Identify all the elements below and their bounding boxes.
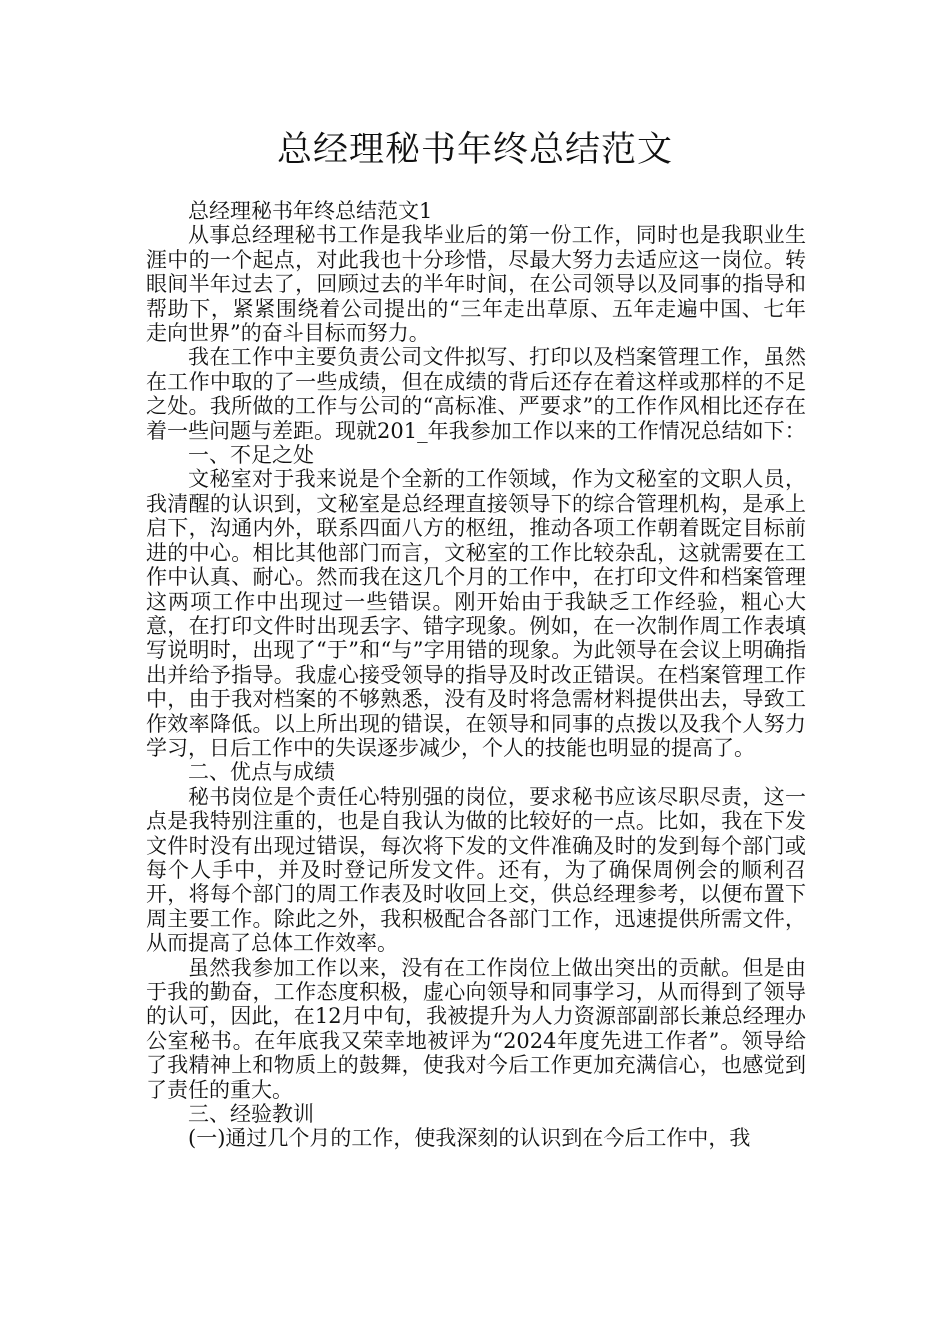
document-body (146, 199, 806, 1151)
document-title: 总经理秘书年终总结范文 (276, 130, 673, 170)
paragraph: 文秘室对于我来说是个全新的工作领域，作为文秘室的文职人员，我清醒的认识到，文秘室是总经理直接领导下的综合管理机构，是承上启下，沟通内外，联系四面八方的枢纽，推动各项工作朝着既定目标前进的中心。相比其他部门而言，文秘室的工作比较杂乱，这就需要在工作中认真、耐心。然而我在这几个月的工作中，在打印文件和档案管理这两项工作中出现过一些错误。刚开始由于我缺乏工作经验，粗心大意，在打印文件时出现丢字、错字现象。例如，在一次制作周工作表填写说明时，出现了“于”和“与”字用错的现象。为此领导在会议上明确指出并给予指导。我虚心接受领导的指导及时改正错误。在档案管理工作中，由于我对档案的不够熟悉，没有及时将急需材料提供出去，导致工作效率降低。以上所出现的错误，在领导和同事的点拨以及我个人努力学习，日后工作中的失误逐步减少，个人的技能也明显的提高了。 (146, 467, 806, 760)
section-heading: 三、经验教训 (188, 1102, 314, 1127)
paragraph: 秘书岗位是个责任心特别强的岗位，要求秘书应该尽职尽责，这一点是我特别注重的，也是自我认为做的比较好的一点。比如，我在下发文件时没有出现过错误，每次将下发的文件准确及时的发到每个部门或每个人手中，并及时登记所发文件。还有，为了确保周例会的顺利召开，将每个部门的周工作表及时收回上交，供总经理参考，以便布置下周主要工作。除此之外，我积极配合各部门工作，迅速提供所需文件，从而提高了总体工作效率。 (146, 784, 806, 956)
section-heading: 一、不足之处 (188, 443, 314, 468)
section-heading: 总经理秘书年终总结范文1 (188, 199, 433, 223)
section-heading: 二、优点与成绩 (188, 760, 335, 785)
paragraph: (一)通过几个月的工作，使我深刻的认识到在今后工作中，我 (188, 1126, 751, 1151)
paragraph: 我在工作中主要负责公司文件拟写、打印以及档案管理工作，虽然在工作中取的了一些成绩，但在成绩的背后还存在着这样或那样的不足之处。我所做的工作与公司的“高标准、严要求”的工作作风相比还存在着一些问题与差距。现就201_年我参加工作以来的工作情况总结如下： (146, 345, 806, 443)
paragraph: 虽然我参加工作以来，没有在工作岗位上做出突出的贡献。但是由于我的勤奋，工作态度积极，虚心向领导和同事学习，从而得到了领导的认可，因此，在12月中旬，我被提升为人力资源部副部长兼总经理办公室秘书。在年底我又荣幸地被评为“2024年度先进工作者”。领导给了我精神上和物质上的鼓舞，使我对今后工作更加充满信心，也感觉到了责任的重大。 (146, 955, 806, 1102)
paragraph: 从事总经理秘书工作是我毕业后的第一份工作，同时也是我职业生涯中的一个起点，对此我也十分珍惜，尽最大努力去适应这一岗位。转眼间半年过去了，回顾过去的半年时间，在公司领导以及同事的指导和帮助下，紧紧围绕着公司提出的“三年走出草原、五年走遍中国、七年走向世界”的奋斗目标而努力。 (146, 223, 806, 346)
